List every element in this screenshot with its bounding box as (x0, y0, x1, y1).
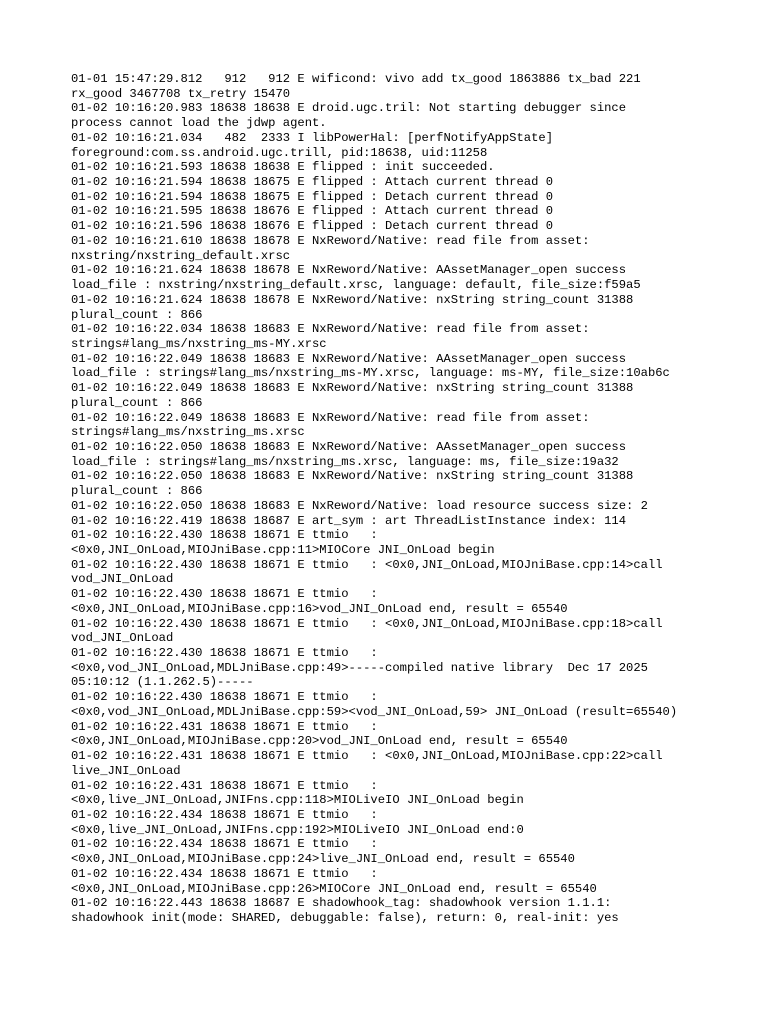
log-line: 01-02 10:16:22.430 18638 18671 E ttmio : <0x0,JNI_OnLoad,MIOJniBase.cpp:18>call (71, 616, 663, 631)
log-line: plural_count : 866 (71, 307, 203, 322)
log-line: vod_JNI_OnLoad (71, 631, 174, 646)
log-line: shadowhook init(mode: SHARED, debuggable: false), return: 0, real-init: yes (71, 910, 619, 925)
log-line: 01-02 10:16:22.430 18638 18671 E ttmio : (71, 646, 378, 661)
log-line: <0x0,JNI_OnLoad,MIOJniBase.cpp:26>MIOCore JNI_OnLoad end, result = 65540 (71, 881, 597, 896)
log-line: 01-02 10:16:22.434 18638 18671 E ttmio : (71, 837, 378, 852)
log-line: 01-02 10:16:22.430 18638 18671 E ttmio : (71, 587, 378, 602)
log-line: <0x0,vod_JNI_OnLoad,MDLJniBase.cpp:49>-----compiled native library Dec 17 2025 (71, 660, 648, 675)
log-line: 01-02 10:16:21.624 18638 18678 E NxReword/Native: AAssetManager_open success (71, 263, 627, 278)
log-line: 01-02 10:16:22.434 18638 18671 E ttmio : (71, 866, 378, 881)
log-line: <0x0,JNI_OnLoad,MIOJniBase.cpp:16>vod_JNI_OnLoad end, result = 65540 (71, 601, 568, 616)
log-line: load_file : nxstring/nxstring_default.xrsc, language: default, file_size:f59a5 (71, 278, 641, 293)
log-line: 05:10:12 (1.1.262.5)----- (71, 675, 254, 690)
log-line: rx_good 3467708 tx_retry 15470 (71, 86, 291, 101)
log-line: 01-02 10:16:22.430 18638 18671 E ttmio : (71, 528, 378, 543)
log-line: 01-02 10:16:21.595 18638 18676 E flipped : Attach current thread 0 (71, 204, 554, 219)
log-line: 01-02 10:16:22.050 18638 18683 E NxReword/Native: nxString string_count 31388 (71, 469, 634, 484)
log-line: 01-02 10:16:22.419 18638 18687 E art_sym : art ThreadListInstance index: 114 (71, 513, 627, 528)
log-line: 01-02 10:16:21.624 18638 18678 E NxReword/Native: nxString string_count 31388 (71, 292, 634, 307)
log-line: live_JNI_OnLoad (71, 763, 181, 778)
log-line: 01-02 10:16:22.431 18638 18671 E ttmio : (71, 719, 378, 734)
log-line: 01-02 10:16:21.596 18638 18676 E flipped : Detach current thread 0 (71, 219, 554, 234)
log-line: process cannot load the jdwp agent. (71, 116, 327, 131)
log-line: 01-02 10:16:22.049 18638 18683 E NxReword/Native: AAssetManager_open success (71, 351, 627, 366)
log-line: <0x0,live_JNI_OnLoad,JNIFns.cpp:118>MIOLiveIO JNI_OnLoad begin (71, 793, 524, 808)
log-line: 01-01 15:47:29.812 912 912 E wificond: vivo add tx_good 1863886 tx_bad 221 (71, 72, 641, 86)
log-line: nxstring/nxstring_default.xrsc (71, 248, 291, 263)
log-line: load_file : strings#lang_ms/nxstring_ms-MY.xrsc, language: ms-MY, file_size:10ab6c (71, 366, 670, 381)
log-line: 01-02 10:16:20.983 18638 18638 E droid.ugc.tril: Not starting debugger since (71, 101, 627, 116)
log-line: <0x0,JNI_OnLoad,MIOJniBase.cpp:11>MIOCore JNI_OnLoad begin (71, 543, 495, 557)
log-line: <0x0,JNI_OnLoad,MIOJniBase.cpp:20>vod_JNI_OnLoad end, result = 65540 (71, 734, 568, 749)
log-line: 01-02 10:16:22.050 18638 18683 E NxReword/Native: AAssetManager_open success (71, 439, 627, 454)
log-line: 01-02 10:16:21.034 482 2333 I libPowerHal: [perfNotifyAppState] (71, 130, 554, 145)
log-line: vod_JNI_OnLoad (71, 572, 174, 587)
log-line: 01-02 10:16:22.049 18638 18683 E NxReword/Native: nxString string_count 31388 (71, 381, 634, 396)
log-line: load_file : strings#lang_ms/nxstring_ms.xrsc, language: ms, file_size:19a32 (71, 454, 619, 469)
log-line: 01-02 10:16:21.594 18638 18675 E flipped : Attach current thread 0 (71, 175, 554, 190)
log-line: 01-02 10:16:21.610 18638 18678 E NxReword/Native: read file from asset: (71, 233, 590, 248)
log-line: 01-02 10:16:22.443 18638 18687 E shadowhook_tag: shadowhook version 1.1.1: (71, 896, 612, 911)
log-line: 01-02 10:16:21.593 18638 18638 E flipped : init succeeded. (71, 160, 495, 175)
log-line: <0x0,JNI_OnLoad,MIOJniBase.cpp:24>live_JNI_OnLoad end, result = 65540 (71, 852, 575, 867)
log-text (71, 72, 761, 926)
log-line: plural_count : 866 (71, 395, 203, 410)
log-line: 01-02 10:16:22.430 18638 18671 E ttmio : <0x0,JNI_OnLoad,MIOJniBase.cpp:14>call (71, 557, 663, 572)
log-line: 01-02 10:16:22.430 18638 18671 E ttmio : (71, 690, 378, 705)
log-line: 01-02 10:16:22.050 18638 18683 E NxReword/Native: load resource success size: 2 (71, 498, 648, 513)
log-line: 01-02 10:16:21.594 18638 18675 E flipped : Detach current thread 0 (71, 189, 554, 204)
log-line: <0x0,vod_JNI_OnLoad,MDLJniBase.cpp:59><vod_JNI_OnLoad,59> JNI_OnLoad (result=65540) (71, 704, 678, 719)
log-line: 01-02 10:16:22.034 18638 18683 E NxReword/Native: read file from asset: (71, 322, 590, 337)
log-line: strings#lang_ms/nxstring_ms.xrsc (71, 425, 305, 440)
log-line: 01-02 10:16:22.431 18638 18671 E ttmio : <0x0,JNI_OnLoad,MIOJniBase.cpp:22>call (71, 749, 663, 764)
log-line: 01-02 10:16:22.434 18638 18671 E ttmio : (71, 807, 378, 822)
log-line: 01-02 10:16:22.049 18638 18683 E NxReword/Native: read file from asset: (71, 410, 590, 425)
log-line: strings#lang_ms/nxstring_ms-MY.xrsc (71, 336, 327, 351)
log-line: 01-02 10:16:22.431 18638 18671 E ttmio : (71, 778, 378, 793)
log-line: <0x0,live_JNI_OnLoad,JNIFns.cpp:192>MIOLiveIO JNI_OnLoad end:0 (71, 822, 524, 837)
log-line: plural_count : 866 (71, 484, 203, 499)
log-line: foreground:com.ss.android.ugc.trill, pid:18638, uid:11258 (71, 145, 488, 160)
